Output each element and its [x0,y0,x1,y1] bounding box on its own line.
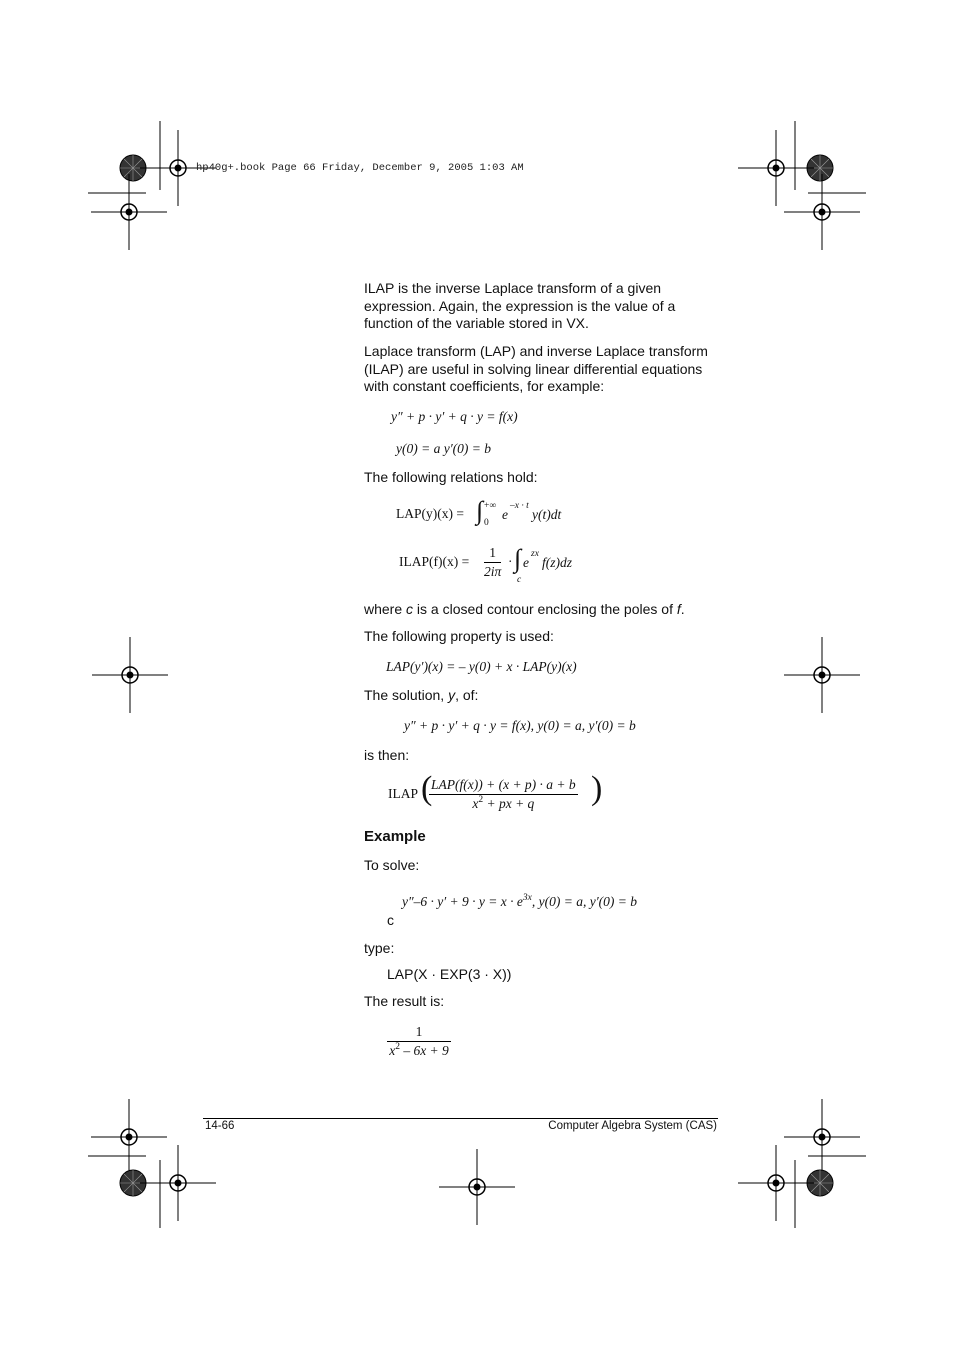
lap-exponent: –x · t [510,501,529,511]
ilap-solution-denominator: $x^2$ + px + q [472,795,535,811]
command-lap-example: LAP(X · EXP(3 · X)) [387,966,512,982]
equation-initial-conditions: y(0) = a y′(0) = b [396,441,492,456]
paragraph-is-then: is then: [364,747,410,763]
ilap-dot: · [508,554,513,569]
footer-rule [203,1118,718,1119]
lap-integrand: y(t)dt [532,507,562,522]
integral-sign: ∫ [476,496,484,525]
lap-label: LAP(y)(x) = [396,506,464,521]
paragraph-type: type: [364,940,395,956]
example-heading: Example [364,828,426,845]
stray-c-character: c [387,912,394,928]
print-header: hp40g+.book Page 66 Friday, December 9, 2005 1:03 AM [196,162,524,174]
paragraph-property: The following property is used: [364,628,554,644]
result-fraction [387,1024,451,1059]
ilap-solution-numerator: LAP(f(x)) + (x + p) · a + b [429,777,578,795]
contour-integral-sign: ∫ [514,544,522,573]
paragraph-result: The result is: [364,993,445,1009]
paragraph-laplace-usage: Laplace transform (LAP) and inverse Laplace transform (ILAP) are useful in solving linear differential equations with constant coefficients, for example: [364,343,708,394]
footer-section-title: Computer Algebra System (CAS) [548,1120,717,1132]
result-denominator: $x^2 - 6x + 9$ [389,1042,449,1058]
paragraph-to-solve: To solve: [364,857,420,873]
paren-right: ) [591,770,603,807]
equation-full-problem: y″ + p · y′ + q · y = f(x), y(0) = a, y′(0) = b [404,718,636,733]
ilap-contour-label: c [517,575,522,585]
footer-page-number: 14-66 [205,1120,235,1132]
equation-differential: y″ + p · y′ + q · y = f(x) [391,409,518,424]
ilap-solution-label: ILAP [388,786,418,801]
ilap-integrand: f(z)dz [542,555,572,570]
equation-lap-derivative: LAP(y′)(x) = – y(0) + x · LAP(y)(x) [386,659,577,674]
paragraph-solution: The solution, y, of: [364,687,479,703]
ilap-fraction-denominator: 2iπ [484,564,502,579]
paragraph-ilap-intro: ILAP is the inverse Laplace transform of a given expression. Again, the expression is the value of a function of the variable stored in VX. [364,280,676,331]
ilap-label: ILAP(f)(x) = [399,554,470,569]
lap-e: e [502,507,508,522]
ilap-fraction-numerator: 1 [484,545,501,563]
ilap-solution-fraction [429,777,578,812]
equation-example: $y''-6 \cdot y' + 9 \cdot y = x \cdot e^{3x}$, y(0) = a, y′(0) = b [402,893,637,909]
paren-left: ( [421,770,433,807]
ilap-exponent: zx [531,549,539,559]
result-numerator: 1 [387,1024,451,1042]
lap-upper-limit: +∞ [484,501,497,511]
lap-lower-limit: 0 [484,518,489,528]
ilap-e: e [523,555,529,570]
paragraph-relations: The following relations hold: [364,469,538,485]
paragraph-contour: where c is a closed contour enclosing the poles of f. [364,601,685,617]
ilap-fraction [484,545,501,580]
